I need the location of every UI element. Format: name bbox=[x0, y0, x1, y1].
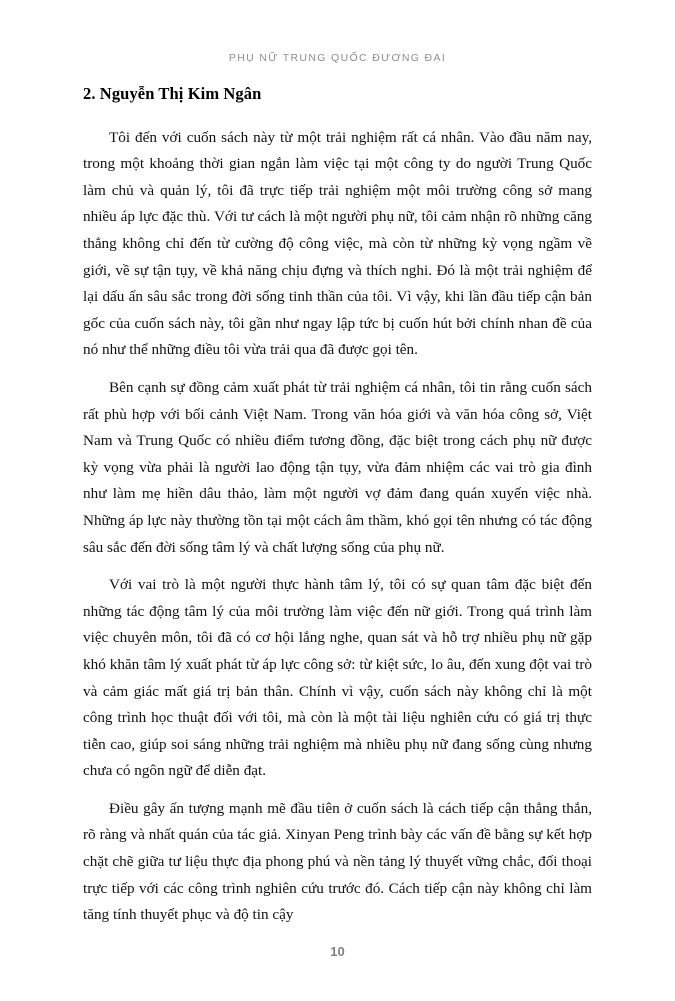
body-paragraph: Điều gây ấn tượng mạnh mẽ đầu tiên ở cuốn sách là cách tiếp cận thẳng thắn, rõ ràng và nhất quán của tác giả. Xinyan Peng trình bày các vấn đề bằng sự kết hợp chặt chẽ giữa tư liệu thực địa phong phú và nền tảng lý thuyết vững chắc, đối thoại trực tiếp với các công trình nghiên cứu trước đó. Cách tiếp cận này không chỉ làm tăng tính thuyết phục và độ tin cậy bbox=[83, 799, 592, 924]
body-paragraph: Bên cạnh sự đồng cảm xuất phát từ trải nghiệm cá nhân, tôi tin rằng cuốn sách rất phù hợp với bối cảnh Việt Nam. Trong văn hóa giới và văn hóa công sở, Việt Nam và Trung Quốc có nhiều điểm tương đồng, đặc biệt trong cách phụ nữ được kỳ vọng vừa phải là người lao động tận tụy, vừa đảm nhiệm các vai trò gia đình như làm mẹ hiền dâu thảo, làm một người vợ đảm đang quán xuyến việc nhà. Những áp lực này thường tồn tại một cách âm thầm, khó gọi tên nhưng có tác động sâu sắc đến đời sống tâm lý và chất lượng sống của phụ nữ. bbox=[83, 378, 592, 556]
body-paragraph: Với vai trò là một người thực hành tâm lý, tôi có sự quan tâm đặc biệt đến những tác động tâm lý của môi trường làm việc đến nữ giới. Trong quá trình làm việc chuyên môn, tôi đã có cơ hội lắng nghe, quan sát và hỗ trợ nhiều phụ nữ gặp khó khăn tâm lý xuất phát từ áp lực công sở: từ kiệt sức, lo âu, đến xung đột vai trò và cảm giác mất giá trị bản thân. Chính vì vậy, cuốn sách này không chỉ là một công trình học thuật đối với tôi, mà còn là một tài liệu nghiên cứu có giá trị thực tiễn cao, giúp soi sáng những trải nghiệm mà nhiều phụ nữ đang sống cùng nhưng chưa có ngôn ngữ để diễn đạt. bbox=[83, 576, 592, 780]
section-heading: 2. Nguyễn Thị Kim Ngân bbox=[83, 84, 262, 103]
body-paragraph: Tôi đến với cuốn sách này từ một trải nghiệm rất cá nhân. Vào đầu năm nay, trong một khoảng thời gian ngắn làm việc tại một công ty do người Trung Quốc làm chủ và quản lý, tôi đã trực tiếp trải nghiệm một môi trường công sở mang nhiều áp lực đặc thù. Với tư cách là một người phụ nữ, tôi cảm nhận rõ những căng thẳng không chỉ đến từ cường độ công việc, mà còn từ những kỳ vọng ngầm về giới, về sự tận tụy, về khả năng chịu đựng và thích nghi. Đó là một trải nghiệm để lại dấu ấn sâu sắc trong đời sống tinh thần của tôi. Vì vậy, khi lần đầu tiếp cận bản gốc của cuốn sách này, tôi gần như ngay lập tức bị cuốn hút bởi chính nhan đề của nó như thể những điều tôi vừa trải qua đã được gọi tên. bbox=[83, 128, 592, 359]
page-content bbox=[83, 84, 592, 929]
running-head: PHỤ NỮ TRUNG QUỐC ĐƯƠNG ĐẠI bbox=[228, 52, 447, 64]
page-number: 10 bbox=[330, 944, 345, 959]
